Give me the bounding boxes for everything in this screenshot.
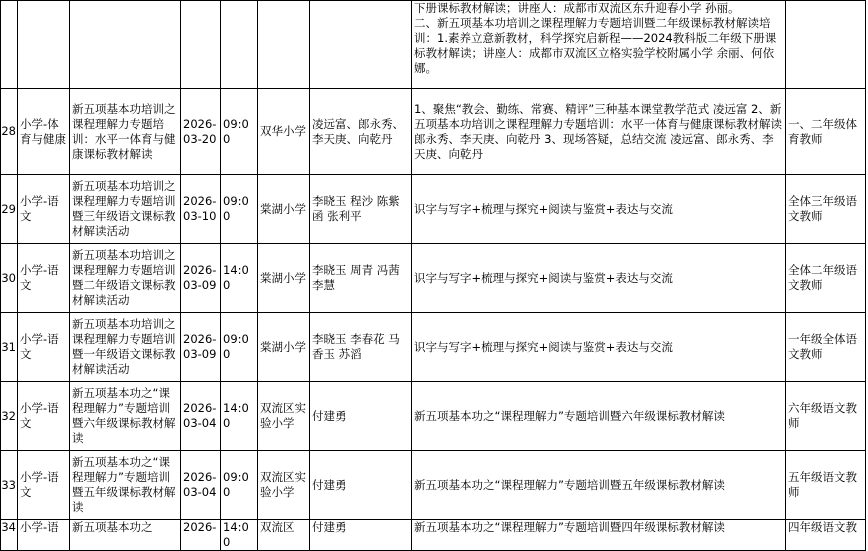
date-cell: 2026- — [181, 520, 221, 551]
speakers-cell: 付建勇 — [310, 451, 412, 520]
title-cell: 新五项基本功之“课程理解力”专题培训暨五年级课标教材解读 — [70, 451, 181, 520]
place-cell: 棠湖小学 — [258, 244, 310, 313]
table-row — [1, 244, 866, 313]
number-cell — [1, 1, 18, 89]
place-cell: 棠湖小学 — [258, 175, 310, 244]
audience-cell: 一年级全体语文教师 — [786, 313, 866, 382]
number-cell: 32 — [1, 382, 18, 451]
content-cell: 新五项基本功之“课程理解力”专题培训暨四年级课标教材解读 — [412, 520, 786, 551]
subject-cell: 小学-语文 — [18, 451, 70, 520]
table-row — [1, 451, 866, 520]
table-row — [1, 89, 866, 175]
time-cell: 14:00 — [221, 520, 258, 551]
table-row — [1, 175, 866, 244]
date-cell: 2026-03-20 — [181, 89, 221, 175]
content-cell: 新五项基本功之“课程理解力”专题培训暨五年级课标教材解读 — [412, 451, 786, 520]
content-line: 下册课标教材解读；讲座人：成都市双流区东升迎春小学 孙丽。 — [414, 1, 740, 15]
speakers-cell: 李晓玉 李春花 马香玉 苏滔 — [310, 313, 412, 382]
subject-cell: 小学-体育与健康 — [18, 89, 70, 175]
speakers-cell: 凌远富、郎永秀、李天庚、向乾丹 — [310, 89, 412, 175]
audience-cell — [786, 1, 866, 89]
audience-cell: 五年级语文教师 — [786, 451, 866, 520]
content-line: 二、新五项基本功培训之课程理解力专题培训暨二年级课标教材解读培训：1.素养立意新教材，科学探究启新程——2024教科版二年级下册课标教材解读；讲座人：成都市双流区立格实验学校附属小学 余丽、何依娜。 — [414, 16, 777, 75]
subject-cell: 小学-语文 — [18, 313, 70, 382]
place-cell: 棠湖小学 — [258, 313, 310, 382]
title-cell — [70, 1, 181, 89]
place-cell: 双流区 — [258, 520, 310, 551]
table-row — [1, 520, 866, 551]
subject-cell: 小学-语文 — [18, 175, 70, 244]
date-cell: 2026-03-09 — [181, 244, 221, 313]
content-cell: 识字与写字+梳理与探究+阅读与鉴赏+表达与交流 — [412, 175, 786, 244]
subject-cell — [18, 1, 70, 89]
content-cell — [412, 1, 786, 89]
place-cell — [258, 1, 310, 89]
place-cell: 双流区实验小学 — [258, 382, 310, 451]
subject-cell: 小学-语 — [18, 520, 70, 551]
audience-cell: 一、二年级体育教师 — [786, 89, 866, 175]
table-row — [1, 313, 866, 382]
time-cell — [221, 1, 258, 89]
number-cell: 28 — [1, 89, 18, 175]
content-cell: 识字与写字+梳理与探究+阅读与鉴赏+表达与交流 — [412, 244, 786, 313]
date-cell: 2026-03-10 — [181, 175, 221, 244]
speakers-cell: 付建勇 — [310, 382, 412, 451]
audience-cell: 四年级语文教 — [786, 520, 866, 551]
place-cell: 双流区实验小学 — [258, 451, 310, 520]
subject-cell: 小学-语文 — [18, 244, 70, 313]
title-cell: 新五项基本功之 — [70, 520, 181, 551]
subject-cell: 小学-语文 — [18, 382, 70, 451]
time-cell: 09:00 — [221, 313, 258, 382]
speakers-cell: 付建勇 — [310, 520, 412, 551]
content-cell: 新五项基本功之“课程理解力”专题培训暨六年级课标教材解读 — [412, 382, 786, 451]
time-cell: 09:00 — [221, 89, 258, 175]
place-cell: 双华小学 — [258, 89, 310, 175]
number-cell: 31 — [1, 313, 18, 382]
speakers-cell: 李晓玉 周青 冯茜 李慧 — [310, 244, 412, 313]
time-cell: 09:00 — [221, 451, 258, 520]
title-cell: 新五项基本功培训之课程理解力专题培训暨二年级语文课标教材解读活动 — [70, 244, 181, 313]
table-row — [1, 1, 866, 89]
title-cell: 新五项基本功培训之课程理解力专题培训暨一年级语文课标教材解读活动 — [70, 313, 181, 382]
table-row — [1, 382, 866, 451]
number-cell: 29 — [1, 175, 18, 244]
date-cell — [181, 1, 221, 89]
time-cell: 14:00 — [221, 382, 258, 451]
content-cell: 识字与写字+梳理与探究+阅读与鉴赏+表达与交流 — [412, 313, 786, 382]
number-cell: 34 — [1, 520, 18, 551]
title-cell: 新五项基本功之“课程理解力”专题培训暨六年级课标教材解读 — [70, 382, 181, 451]
date-cell: 2026-03-04 — [181, 451, 221, 520]
time-cell: 09:00 — [221, 175, 258, 244]
number-cell: 30 — [1, 244, 18, 313]
date-cell: 2026-03-04 — [181, 382, 221, 451]
title-cell: 新五项基本功培训之课程理解力专题培训暨三年级语文课标教材解读活动 — [70, 175, 181, 244]
date-cell: 2026-03-09 — [181, 313, 221, 382]
audience-cell: 全体三年级语文教师 — [786, 175, 866, 244]
audience-cell: 六年级语文教师 — [786, 382, 866, 451]
title-cell: 新五项基本功培训之课程理解力专题培训：水平一体育与健康课标教材解读 — [70, 89, 181, 175]
speakers-cell — [310, 1, 412, 89]
audience-cell: 全体二年级语文教师 — [786, 244, 866, 313]
time-cell: 14:00 — [221, 244, 258, 313]
content-cell: 1、聚焦“教会、勤练、常赛、精评”三种基本课堂教学范式 凌远富 2、新五项基本功培训之课程理解力专题培训：水平一体育与健康课标教材解读 郎永秀、李天庚、向乾丹 3、现场答疑，总结交流 凌远富、郎永秀、李天庚、向乾丹 — [412, 89, 786, 175]
number-cell: 33 — [1, 451, 18, 520]
speakers-cell: 李晓玉 程沙 陈紫函 张利平 — [310, 175, 412, 244]
